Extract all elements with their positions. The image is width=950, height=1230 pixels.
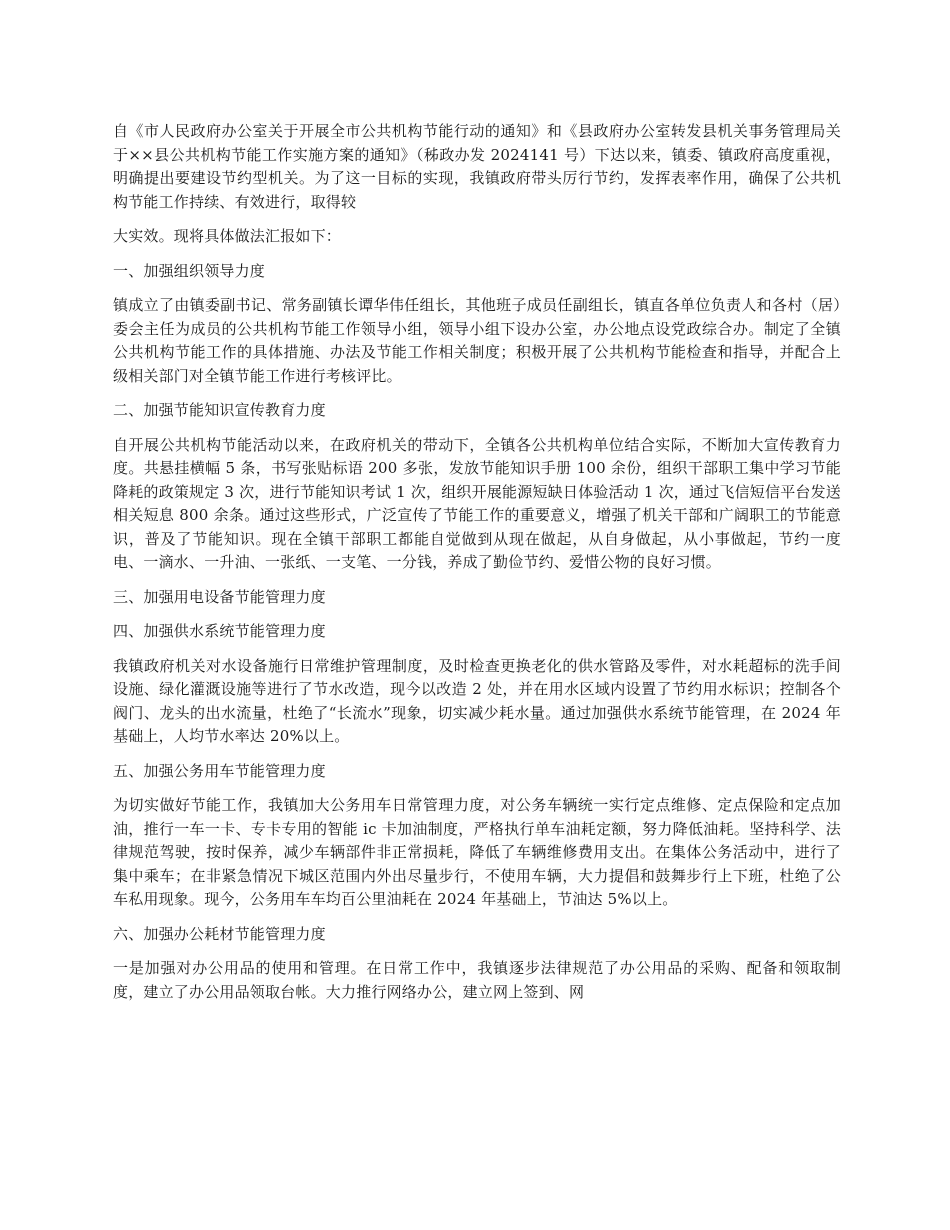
section-body-6: 一是加强对办公用品的使用和管理。在日常工作中，我镇逐步法律规范了办公用品的采购、配备和领取制度，建立了办公用品领取台帐。大力推行网络办公，建立网上签到、网	[113, 959, 841, 1001]
section-body-5: 为切实做好节能工作，我镇加大公务用车日常管理力度，对公务车辆统一实行定点维修、定点保险和定点加油，推行一车一卡、专卡专用的智能 ic 卡加油制度，严格执行单车油耗定额，努力降低油耗。坚持科学、法律规范驾驶，按时保养，减少车辆部件非正常损耗，降低了车辆维修费用支出。在集体公务活动中，进行了集中乘车；在非紧急情况下城区范围内外出尽量步行，不使用车辆，大力提倡和鼓舞步行上下班，杜绝了公车私用现象。现今，公务用车车均百公里油耗在 2024 年基础上，节油达 5%以上。	[113, 796, 841, 908]
section-heading-6: 六、加强办公耗材节能管理力度	[113, 924, 326, 943]
section-heading-2: 二、加强节能知识宣传教育力度	[113, 401, 326, 419]
section-heading-3: 三、加强用电设备节能管理力度	[113, 587, 326, 606]
section-heading-1: 一、加强组织领导力度	[113, 261, 266, 280]
section-body-1: 镇成立了由镇委副书记、常务副镇长谭华伟任组长，其他班子成员任副组长，镇直各单位负责人和各村（居）委会主任为成员的公共机构节能工作领导小组，领导小组下设办公室，办公地点设党政综合办。制定了全镇公共机构节能工作的具体措施、办法及节能工作相关制度；积极开展了公共机构节能检查和指导，并配合上级相关部门对全镇节能工作进行考核评比。	[113, 296, 841, 385]
section-heading-4: 四、加强供水系统节能管理力度	[113, 622, 326, 640]
intro-continuation: 大实效。现将具体做法汇报如下：	[113, 227, 342, 245]
intro-paragraph: 自《市人民政府办公室关于开展全市公共机构节能行动的通知》和《县政府办公室转发县机关事务管理局关于××县公共机构节能工作实施方案的通知》（秭政办发 2024141 号）下达以来，镇委、镇政府高度重视，明确提出要建设节约型机关。为了这一目标的实现，我镇政府带头厉行节约，发挥表率作用，确保了公共机构节能工作持续、有效进行，取得较	[113, 122, 841, 211]
document-page	[113, 120, 841, 1015]
section-body-2: 自开展公共机构节能活动以来，在政府机关的带动下，全镇各公共机构单位结合实际，不断加大宣传教育力度。共悬挂横幅 5 条，书写张贴标语 200 多张，发放节能知识手册 100 余份，组织干部职工集中学习节能降耗的政策规定 3 次，进行节能知识考试 1 次，组织开展能源短缺日体验活动 1 次，通过飞信短信平台发送相关短息 800 余条。通过这些形式，广泛宣传了节能工作的重要意义，增强了机关干部和广阔职工的节能意识，普及了节能知识。现在全镇干部职工都能自觉做到从现在做起，从自身做起，从小事做起，节约一度电、一滴水、一升油、一张纸、一支笔、一分钱，养成了勤俭节约、爱惜公物的良好习惯。	[113, 435, 841, 571]
section-heading-5: 五、加强公务用车节能管理力度	[113, 761, 326, 780]
section-body-4: 我镇政府机关对水设备施行日常维护管理制度，及时检查更换老化的供水管路及零件，对水耗超标的洗手间设施、绿化灌溉设施等进行了节水改造，现今以改造 2 处，并在用水区域内设置了节约用水标识；控制各个阀门、龙头的出水流量，杜绝了“长流水”现象，切实减少耗水量。通过加强供水系统节能管理，在 2024 年基础上，人均节水率达 20%以上。	[113, 656, 841, 745]
